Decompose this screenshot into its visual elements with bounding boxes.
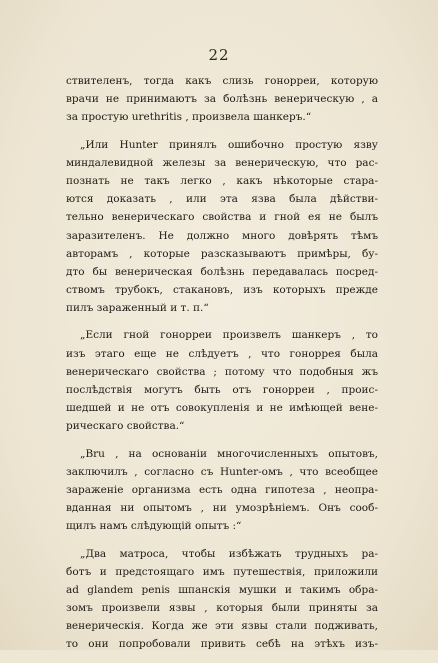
text-line: шедшей и не отъ совокупленія и не имѣющей вене- [66,402,378,415]
text-line: заключилъ , согласно съ Hunter-омъ , что всеобщее [66,465,378,478]
text-line: щилъ намъ слѣдующій опытъ :“ [66,520,242,533]
text-line: заразителенъ. Не должно много довѣрять тѣмъ [66,229,378,242]
paragraph-4 [66,445,378,536]
text-line: ботъ и предстоящаго имъ путешествія, приложили [66,565,378,578]
text-line: дто бы венерическая болѣзнь передавалась посред- [66,265,378,278]
text-line: авторамъ , которые разсказываютъ примѣры, бу- [66,247,378,260]
text-line: тельно венерическаго свойства и гной ея не былъ [66,211,378,224]
text-line: зараженіе организма есть одна гипотеза , неопра- [66,483,378,496]
text-line: ствомъ трубокъ, стакановъ, изъ которыхъ прежде [66,284,378,297]
text-line: рическаго свойства.“ [66,420,185,433]
text-line: ются доказать , или эта язва была дѣйстви- [66,193,378,206]
page-number: 22 [208,46,230,64]
body-text [66,72,378,663]
text-line: „Или Hunter принялъ ошибочно простую язву [80,138,378,151]
text-line: „Если гной гонорреи произвелъ шанкеръ , то [80,329,378,342]
text-line: ствителенъ, тогда какъ слизь гонорреи, которую [66,75,378,87]
text-line: изъ этаго еще не слѣдуетъ , что гоноррея была [66,347,378,360]
text-line: „Два матроса, чтобы избѣжать трудныхъ ра- [80,547,378,560]
text-line: „Bru , на основаніи многочисленныхъ опытовъ, [80,447,378,460]
text-line: послѣдствія могутъ быть отъ гонорреи , проис- [66,384,378,396]
paragraph-2 [66,136,378,318]
text-line: зомъ произвели язвы , которыя были приняты за [66,602,378,615]
text-line: врачи не принимаютъ за болѣзнь венерическую , а [66,93,378,106]
text-line: то они попробовали привить себѣ на этѣхъ изъ- [66,638,378,651]
paragraph-1 [66,72,378,127]
text-line: за простую urethritis , произвела шанкеръ.“ [66,111,312,124]
paragraph-3 [66,326,378,435]
text-line: венерическаго свойства ; потому что подобныя жъ [66,365,378,378]
text-line: ad glandem penis шпанскія мушки и такимъ обра- [66,583,378,596]
text-line: познать не такъ легко , какъ нѣкоторые стара- [66,174,378,187]
text-line: пилъ зараженный и т. п.“ [66,302,209,315]
text-line: венерическія. Когда же эти язвы стали подживать, [66,620,378,633]
text-line: миндалевидной железы за венерическую, что рас- [66,156,378,169]
text-line: вданная ни опытомъ , ни умозрѣніемъ. Онъ сооб- [66,502,378,515]
paragraph-5 [66,545,378,654]
